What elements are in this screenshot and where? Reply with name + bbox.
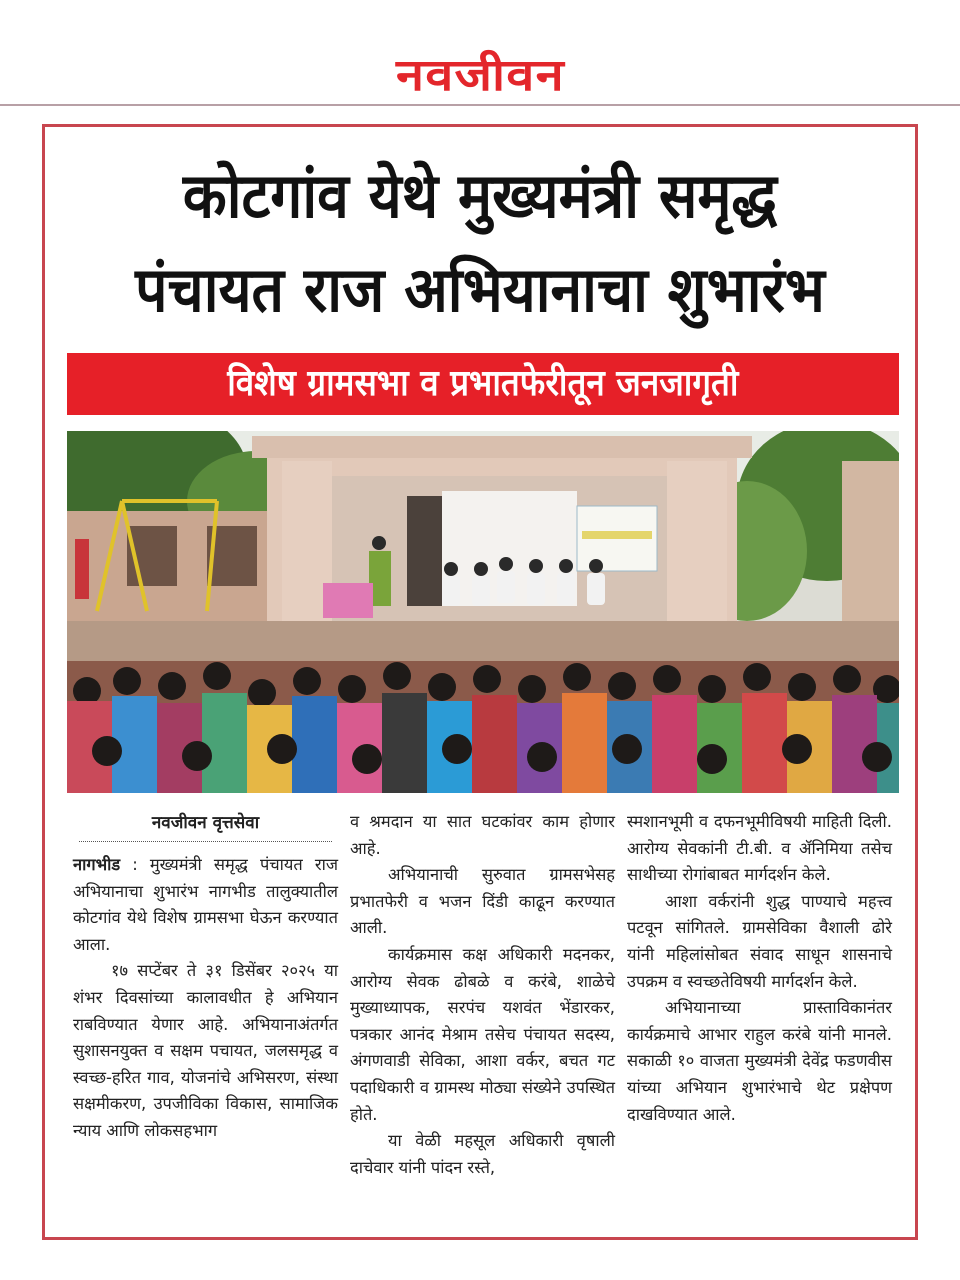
column-3 (621, 809, 898, 1229)
paragraph: १७ सप्टेंबर ते ३१ डिसेंबर २०२५ या शंभर दिवसांच्या कालावधीत हे अभियान राबविण्यात येणार आहे. अभियानाअंतर्गत सुशासनयुक्त व सक्षम पचायत, जलसमृद्ध व स्वच्छ-हरित गाव, योजनांचे अभिसरण, संस्था सक्षमीकरण, उपजीविका विकास, सामाजिक न्याय आणि लोकसहभाग (73, 961, 338, 1140)
newspaper-title: नवजीवन (395, 50, 565, 101)
photo-image-icon (67, 431, 899, 793)
article-frame (42, 124, 918, 1240)
paragraph: या वेळी महसूल अधिकारी वृषाली दाचेवार यांनी पांदन रस्ते, (350, 1131, 615, 1177)
headline-line-1: कोटगांव येथे मुख्यमंत्री समृद्ध (182, 159, 778, 232)
headline (45, 149, 915, 337)
paragraph: व श्रमदान या सात घटकांवर काम होणार आहे. (350, 812, 615, 858)
masthead (0, 48, 960, 108)
subheadline-bar (67, 353, 899, 415)
subheadline: विशेष ग्रामसभा व प्रभातफेरीतून जनजागृती (227, 363, 739, 404)
column-1 (67, 809, 344, 1229)
paragraph: अभियानाची सुरुवात ग्रामसभेसह प्रभातफेरी व भजन दिंडी काढून करण्यात आली. (350, 865, 615, 938)
paragraph: स्मशानभूमी व दफनभूमीविषयी माहिती दिली. आरोग्य सेवकांनी टी.बी. व ॲनिमिया तसेच साथीच्या रोगांबाबत मार्गदर्शन केले. (627, 812, 892, 885)
paragraph-text: : मुख्यमंत्री समृद्ध पंचायत राज अभियानाचा शुभारंभ नागभीड तालुक्यातील कोटगांव येथे विशेष ग्रामसभा घेऊन करण्यात आला. (73, 855, 338, 954)
paragraph: आशा वर्करांनी शुद्ध पाण्याचे महत्त्व पटवून सांगितले. ग्रामसेविका वैशाली ढोरे यांनी महिलांसोबत संवाद साधून शासनाचे उपक्रम व स्वच्छतेविषयी मार्गदर्शन केले. (627, 891, 892, 991)
masthead-rule (0, 104, 960, 106)
column-2 (344, 809, 621, 1229)
article-body (67, 809, 899, 1229)
paragraph: अभियानाच्या प्रास्ताविकानंतर कार्यक्रमाचे आभार राहुल करंबे यांनी मानले. सकाळी १० वाजता मुख्यमंत्री देवेंद्र फडणवीस यांच्या अभियान शुभारंभाचे थेट प्रक्षेपण दाखविण्यात आले. (627, 998, 892, 1124)
lead-paragraph (73, 852, 338, 958)
paragraph: कार्यक्रमास कक्ष अधिकारी मदनकर, आरोग्य सेवक ढोबळे व करंबे, शाळेचे मुख्याध्यापक, सरपंच यशवंत भेंडारकर, पत्रकार आनंद मेश्राम तसेच पंचायत सदस्य, अंगणवाडी सेविका, आशा वर्कर, बचत गट पदाधिकारी व ग्रामस्थ मोठ्या संख्येने उपस्थित होते. (350, 944, 615, 1124)
article-photo (67, 431, 899, 793)
byline: नवजीवन वृत्तसेवा (79, 809, 332, 842)
dateline: नागभीड (73, 855, 121, 874)
headline-line-2: पंचायत राज अभियानाचा शुभारंभ (135, 253, 825, 326)
